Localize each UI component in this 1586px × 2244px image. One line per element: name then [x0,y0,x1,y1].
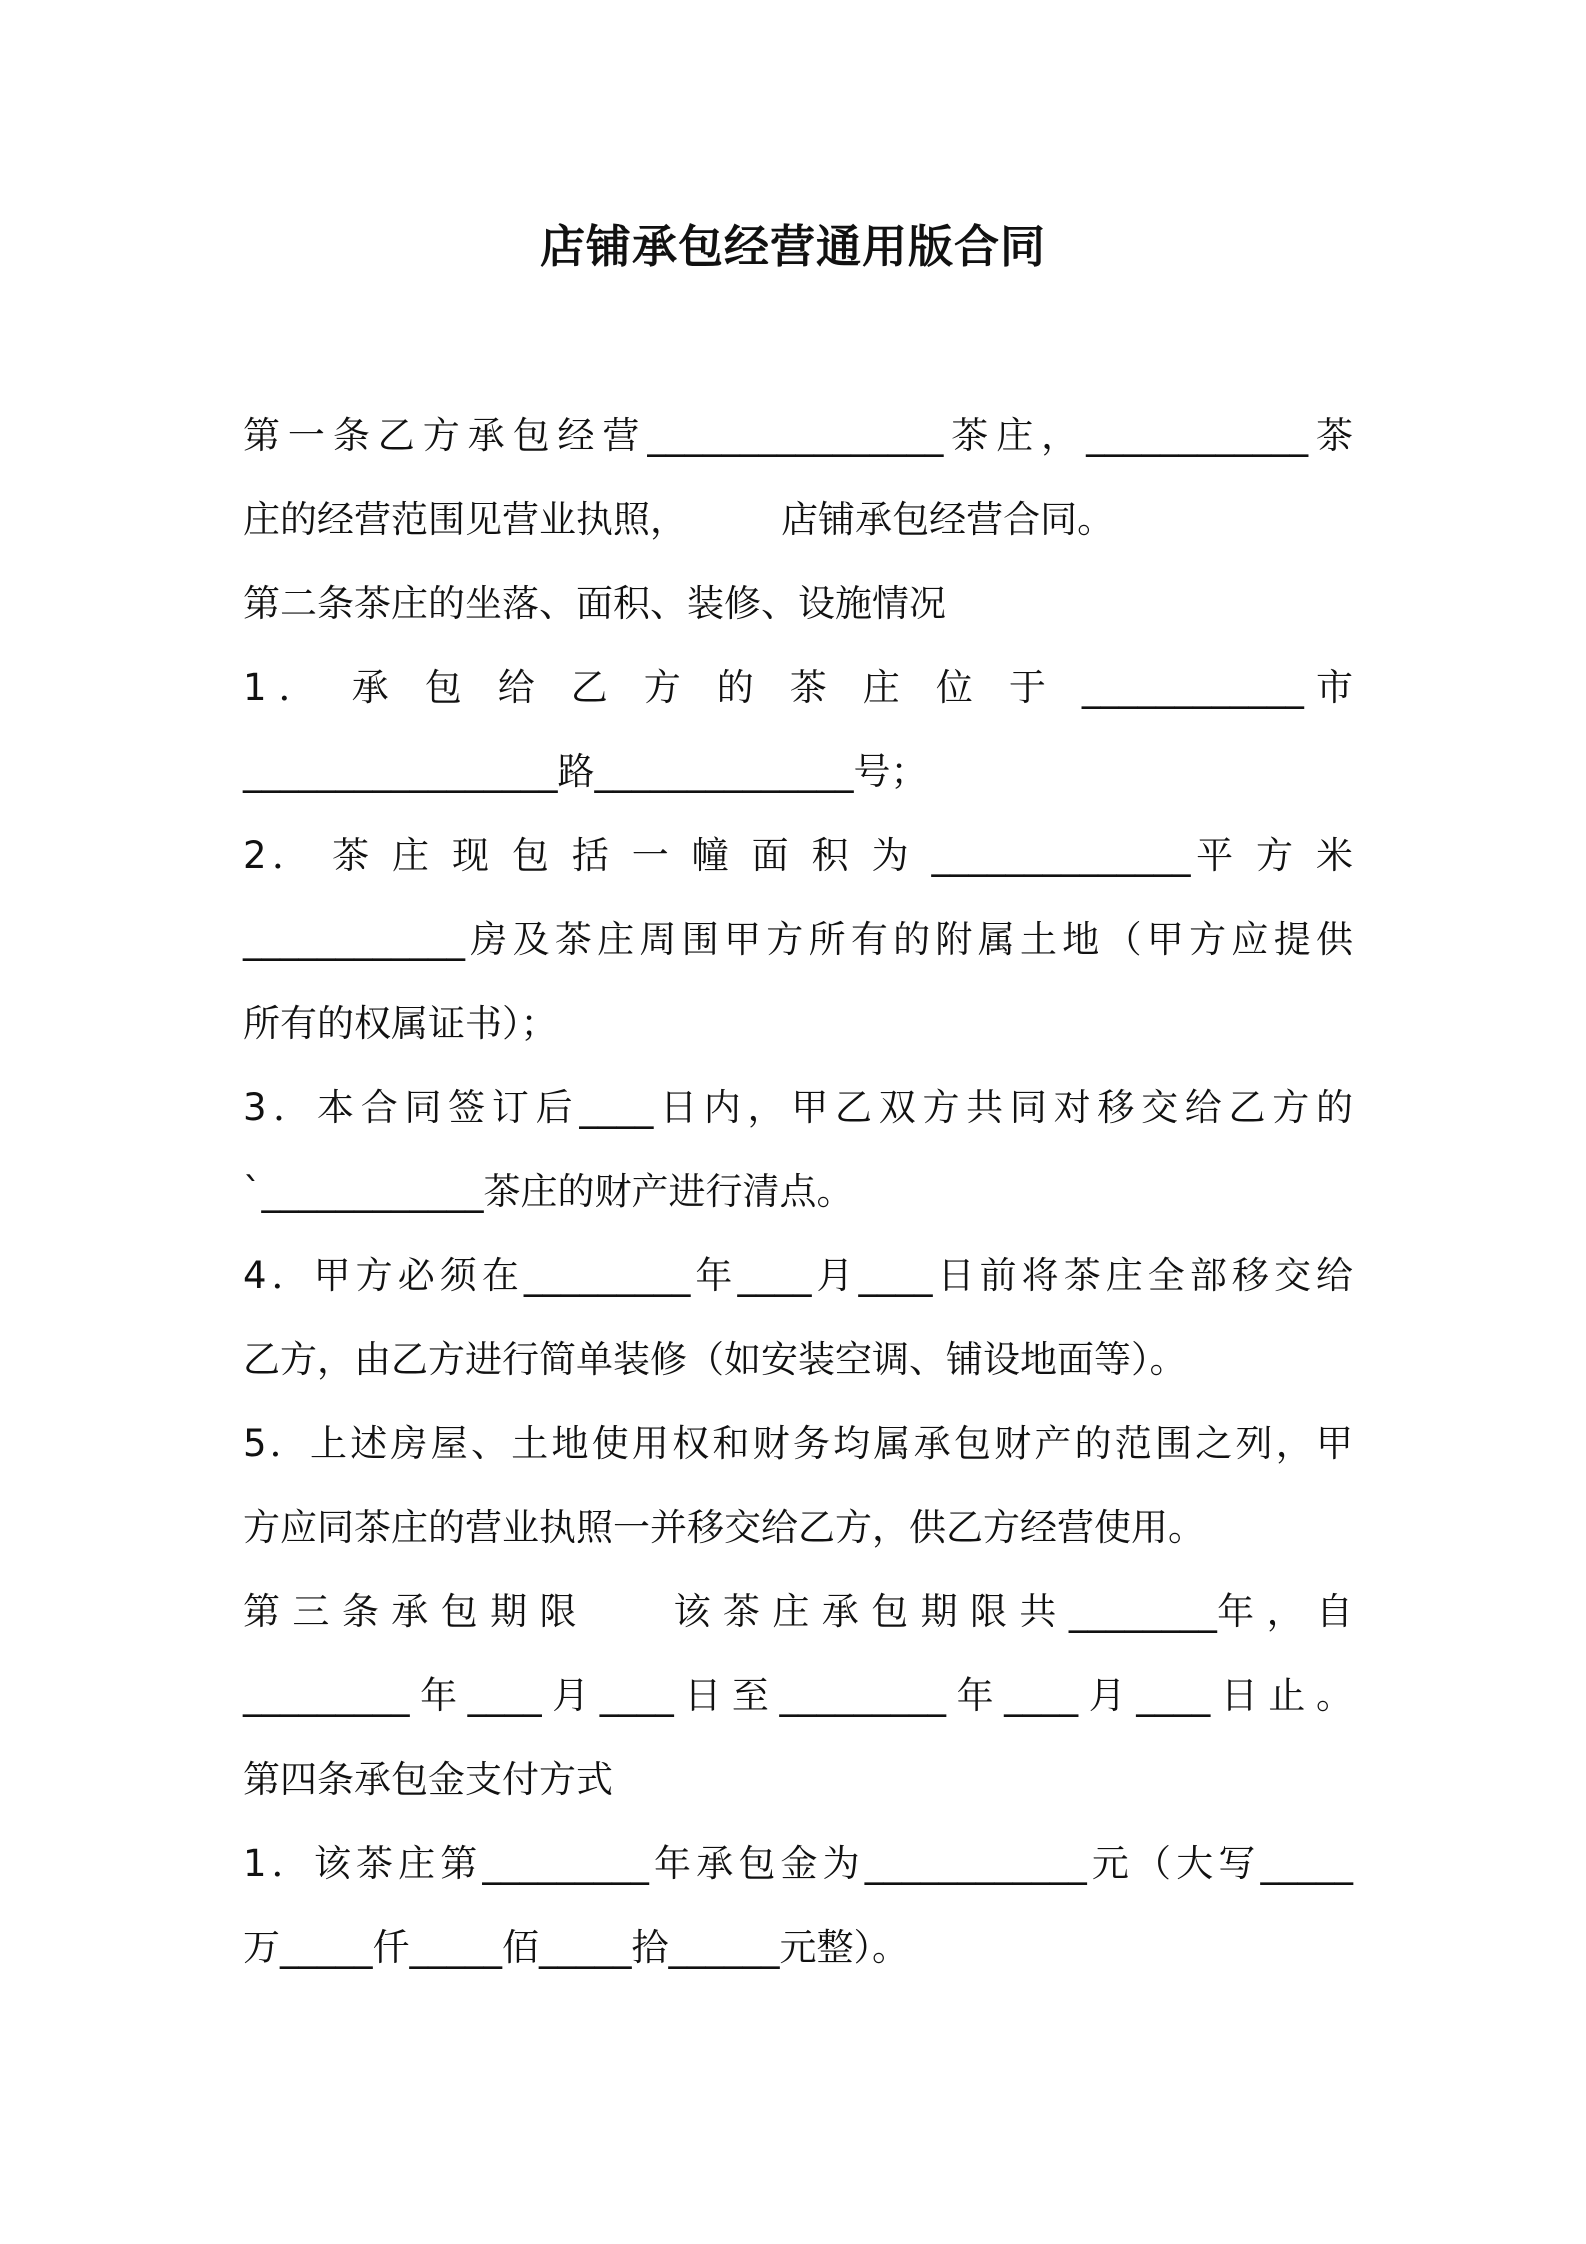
text-line-12: 乙方，由乙方进行简单装修（如安装空调、铺设地面等）。 [243,1338,1187,1381]
text-line-14: 方应同茶庄的营业执照一并移交给乙方，供乙方经营使用。 [243,1506,1205,1549]
text-line-13: 5．上述房屋、土地使用权和财务均属承包财产的范围之列，甲 [243,1422,1353,1465]
text-line-10: `____________茶庄的财产进行清点。 [243,1170,854,1213]
text-line-8: 所有的权属证书）； [243,1002,558,1045]
text-line-6: 2． 茶 庄 现 包 括 一 幢 面 积 为 ______________平 方 米 [243,834,1353,877]
text-line-16: _________年____月____日至_________年____月____日止。 [243,1674,1353,1717]
text-line-1: 第一条乙方承包经营________________茶庄，____________茶 [243,414,1353,457]
text-line-9: 3．本合同签订后____日内，甲乙双方共同对移交给乙方的 [243,1086,1353,1129]
text-line-15: 第 三 条 承 包 期 限 该 茶 庄 承 包 期 限 共 ________年 ， 自 [243,1590,1353,1633]
text-line-5: _________________路______________号； [243,750,928,793]
text-line-7: ____________房及茶庄周围甲方所有的附属土地（甲方应提供 [243,918,1353,961]
text-line-3: 第二条茶庄的坐落、面积、装修、设施情况 [243,582,946,625]
text-line-19: 万_____仟_____佰_____拾______元整）。 [243,1926,909,1969]
document-title: 店铺承包经营通用版合同 [539,220,1046,273]
text-line-4: 1． 承 包 给 乙 方 的 茶 庄 位 于 ____________市 [243,666,1353,709]
text-line-11: 4．甲方必须在_________年____月____日前将茶庄全部移交给 [243,1254,1353,1297]
text-line-18: 1．该茶庄第_________年承包金为____________元（大写_____ [243,1842,1353,1885]
text-line-17: 第四条承包金支付方式 [243,1758,613,1801]
text-line-2: 庄的经营范围见营业执照， 店铺承包经营合同。 [243,498,1115,541]
